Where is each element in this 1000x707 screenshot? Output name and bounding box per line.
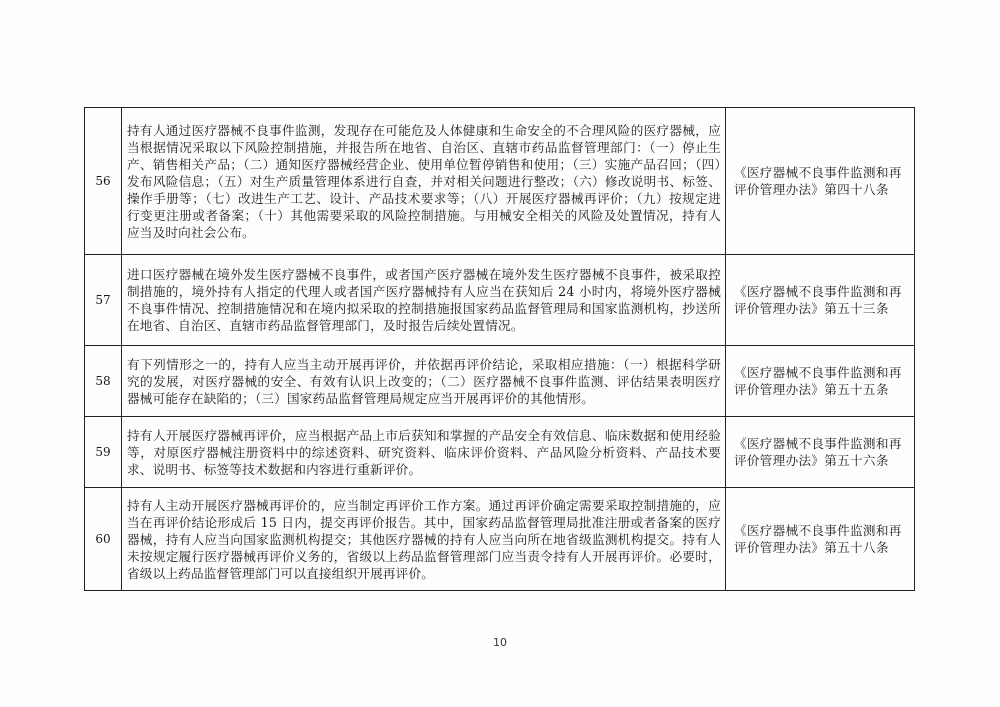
row-content bbox=[122, 417, 726, 488]
content-text: 持有人通过医疗器械不良事件监测，发现存在可能危及人体健康和生命安全的不合理风险的医疗器械，应当根据情况采取以下风险控制措施，并报告所在地省、自治区、直辖市药品监督管理部门：（一）停止生产、销售相关产品；（二）通知医疗器械经营企业、使用单位暂停销售和使用；（三）实施产品召回；（四）发布风险信息；（五）对生产质量管理体系进行自查，并对相关问题进行整改；（六）修改说明书、标签、操作手册等；（七）改进生产工艺、设计、产品技术要求等；（八）开展医疗器械再评价；（九）按规定进行变更注册或者备案；（十）其他需要采取的风险控制措施。与用械安全相关的风险及处置情况，持有人应当及时向社会公布。 bbox=[127, 122, 721, 240]
row-number: 58 bbox=[85, 346, 122, 417]
content-text: 持有人主动开展医疗器械再评价的，应当制定再评价工作方案。通过再评价确定需要采取控制措施的，应当在再评价结论形成后 15 日内，提交再评价报告。其中，国家药品监督管理局批准注册或者备案的医疗器械，持有人应当向国家监测机构提交；其他医疗器械的持有人应当向所在地省级监测机构提交。持有人未按规定履行医疗器械再评价义务的，省级以上药品监督管理部门应当责令持有人开展再评价。必要时，省级以上药品监督管理部门可以直接组织开展再评价。 bbox=[127, 497, 721, 581]
source-text: 《医疗器械不良事件监测和再评价管理办法》第五十八条 bbox=[734, 523, 902, 555]
source-text: 《医疗器械不良事件监测和再评价管理办法》第五十六条 bbox=[734, 436, 902, 468]
source-text: 《医疗器械不良事件监测和再评价管理办法》第五十五条 bbox=[734, 365, 902, 397]
row-number: 56 bbox=[85, 108, 122, 255]
row-source bbox=[726, 488, 915, 591]
content-text: 有下列情形之一的，持有人应当主动开展再评价，并依据再评价结论，采取相应措施：（一）根据科学研究的发展，对医疗器械的安全、有效有认识上改变的；（二）医疗器械不良事件监测、评估结果表明医疗器械可能存在缺陷的；（三）国家药品监督管理局规定应当开展再评价的其他情形。 bbox=[127, 356, 721, 406]
table-row bbox=[85, 346, 915, 417]
table-row bbox=[85, 255, 915, 346]
row-source bbox=[726, 346, 915, 417]
row-content bbox=[122, 255, 726, 346]
page-number: 10 bbox=[493, 636, 507, 649]
row-source bbox=[726, 108, 915, 255]
row-source bbox=[726, 417, 915, 488]
row-source bbox=[726, 255, 915, 346]
source-text: 《医疗器械不良事件监测和再评价管理办法》第四十八条 bbox=[734, 165, 902, 197]
row-content bbox=[122, 346, 726, 417]
regulation-table bbox=[84, 107, 915, 591]
table-row bbox=[85, 417, 915, 488]
row-content bbox=[122, 488, 726, 591]
row-number: 57 bbox=[85, 255, 122, 346]
content-text: 进口医疗器械在境外发生医疗器械不良事件，或者国产医疗器械在境外发生医疗器械不良事件，被采取控制措施的，境外持有人指定的代理人或者国产医疗器械持有人应当在获知后 24 小时内，将境外医疗器械不良事件情况、控制措施情况和在境内拟采取的控制措施报国家药品监督管理局和国家监测机构，抄送所在地省、自治区、直辖市药品监督管理部门，及时报告后续处置情况。 bbox=[127, 267, 721, 333]
content-text: 持有人开展医疗器械再评价，应当根据产品上市后获知和掌握的产品安全有效信息、临床数据和使用经验等，对原医疗器械注册资料中的综述资料、研究资料、临床评价资料、产品风险分析资料、产品技术要求、说明书、标签等技术数据和内容进行重新评价。 bbox=[127, 427, 721, 477]
source-text: 《医疗器械不良事件监测和再评价管理办法》第五十三条 bbox=[734, 284, 902, 316]
table-row bbox=[85, 108, 915, 255]
row-number: 60 bbox=[85, 488, 122, 591]
row-number: 59 bbox=[85, 417, 122, 488]
row-content bbox=[122, 108, 726, 255]
table-row bbox=[85, 488, 915, 591]
